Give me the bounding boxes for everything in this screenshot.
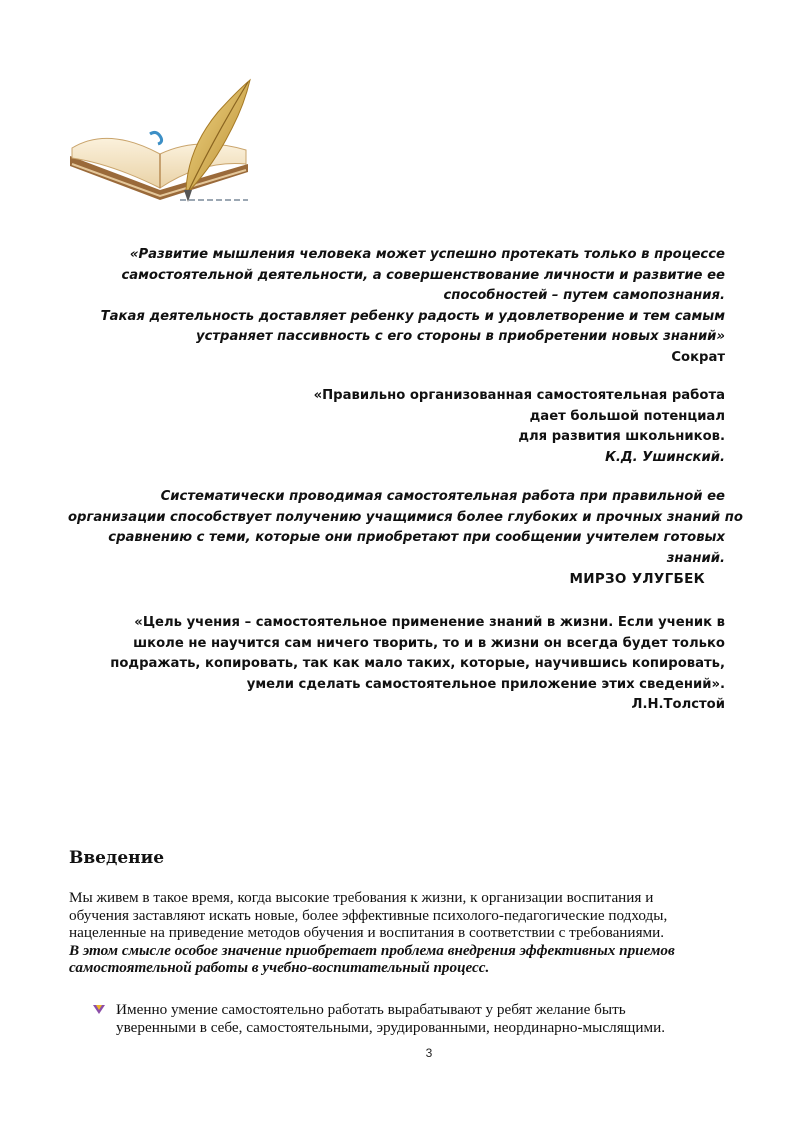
- paragraph-line: Мы живем в такое время, когда высокие требования к жизни, к организации воспитания и: [69, 889, 654, 906]
- page-number: 3: [425, 1046, 433, 1060]
- quote-ulugbek: [68, 487, 743, 590]
- emphasis-line: В этом смысле особое значение приобретает проблема внедрения эффективных приемов: [69, 941, 675, 959]
- emphasis-line: самостоятельной работы в учебно-воспитательный процесс.: [69, 959, 490, 977]
- quote-ushinsky: [68, 386, 725, 468]
- open-book-quill-icon: [68, 78, 258, 208]
- quote-line: школе не научится сам ничего творить, то и в жизни он всегда будет только: [133, 635, 725, 651]
- quote-line: для развития школьников.: [518, 429, 725, 444]
- quote-line: «Развитие мышления человека может успешно протекать только в процессе: [129, 247, 725, 262]
- quote-author: МИРЗО УЛУГБЕК: [569, 571, 705, 587]
- quote-line: «Цель учения – самостоятельное применение знаний в жизни. Если ученик в: [134, 615, 725, 630]
- arrow-down-bullet-icon: [92, 1003, 106, 1015]
- quote-line: самостоятельной деятельности, а совершенствование личности и развитие ее: [121, 267, 725, 283]
- quote-line: Систематически проводимая самостоятельная работа при правильной ее: [160, 489, 725, 504]
- paragraph-line: обучения заставляют искать новые, более эффективные психолого-педагогические подходы,: [69, 906, 668, 924]
- quote-author: Л.Н.Толстой: [631, 697, 725, 712]
- quote-line: умели сделать самостоятельное приложение этих сведений».: [246, 676, 725, 692]
- quote-line: Такая деятельность доставляет ребенку радость и удовлетворение и тем самым: [100, 308, 725, 324]
- quote-line: организации способствует получению учащимися более глубоких и прочных знаний по: [68, 509, 743, 525]
- intro-paragraph: [69, 889, 729, 977]
- quote-line: знаний.: [666, 550, 725, 566]
- quote-line: дает большой потенциал: [529, 408, 725, 424]
- bullet-item: [92, 1001, 732, 1037]
- quote-tolstoy: [68, 613, 725, 716]
- quote-line: «Правильно организованная самостоятельная работа: [313, 388, 725, 403]
- bullet-line: уверенными в себе, самостоятельными, эрудированными, неординарно-мыслящими.: [116, 1019, 666, 1036]
- quote-line: подражать, копировать, так как мало таких, которые, научившись копировать,: [110, 656, 725, 671]
- quote-line: способностей – путем самопознания.: [443, 288, 725, 303]
- section-title: Введение: [69, 848, 165, 868]
- quote-author: К.Д. Ушинский.: [605, 449, 725, 465]
- quote-author: Сократ: [671, 349, 725, 365]
- bullet-line: Именно умение самостоятельно работать вырабатывают у ребят желание быть: [116, 1001, 626, 1018]
- quote-socrates: [68, 245, 725, 368]
- paragraph-line: нацеленные на приведение методов обучения и воспитания в соответствии с требованиями.: [69, 924, 665, 942]
- quote-line: устраняет пассивность с его стороны в приобретении новых знаний»: [195, 329, 725, 344]
- quote-line: сравнению с теми, которые они приобретают при сообщении учителем готовых: [108, 530, 725, 545]
